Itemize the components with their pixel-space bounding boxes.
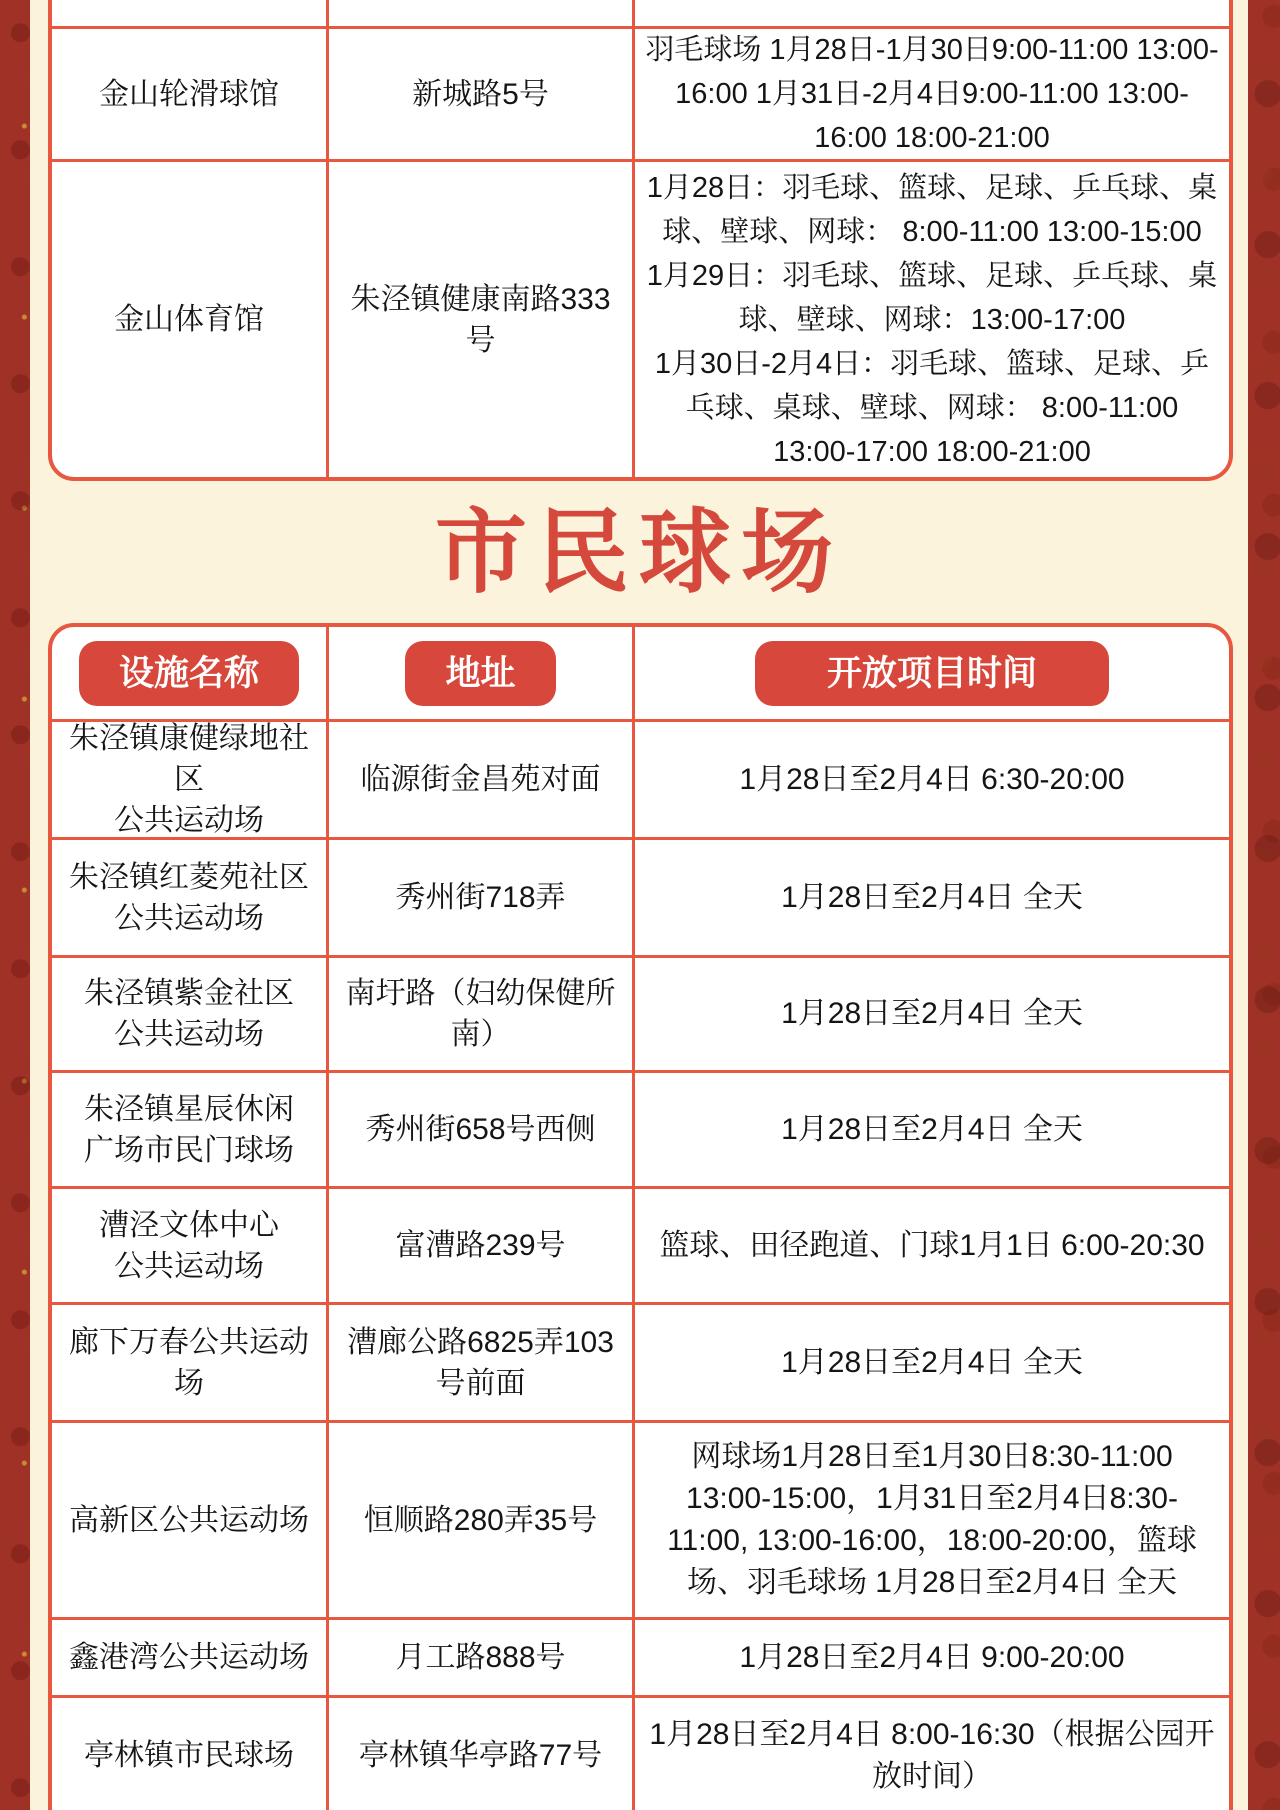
schedule-text: 1月28日至2月4日 全天 (781, 880, 1083, 914)
facility-name-text: 亭林镇市民球场 (84, 1739, 294, 1772)
citizen-courts-table (48, 623, 1233, 1810)
cell-schedule (632, 1189, 1229, 1302)
facility-name-text: 金山体育馆 (114, 303, 264, 336)
cell-facility-name (52, 1698, 326, 1810)
cell-facility-name (52, 840, 326, 955)
facility-name-text: 廊下万春公共运动场 (69, 1325, 309, 1400)
schedule-text: 1月28日至2月4日 全天 (781, 1112, 1083, 1146)
cell-address (326, 1698, 632, 1810)
cell-schedule (632, 958, 1229, 1070)
cell-address (326, 0, 632, 26)
facility-name-text: 朱泾镇红菱苑社区 公共运动场 (69, 860, 309, 935)
table-row (52, 1420, 1229, 1617)
address-text: 富漕路239号 (395, 1229, 566, 1262)
cell-address (326, 162, 632, 477)
schedule-text: 1月28日至2月4日 8:00-16:30（根据公园开放时间） (649, 1717, 1215, 1793)
facility-header-badge: 设施名称 (79, 641, 299, 706)
table-row (52, 955, 1229, 1070)
cell-address (326, 840, 632, 955)
cell-facility-name (52, 1305, 326, 1420)
table-row (52, 1302, 1229, 1420)
schedule-text: 网球场1月28日至1月30日8:30-11:00 13:00-15:00，1月31日至2月4日8:30-11:00, 13:00-16:00，18:00-20:00，篮球场、羽毛球场 1月28日至2月4日 全天 (667, 1440, 1197, 1599)
address-text: 临源街金昌苑对面 (360, 763, 601, 796)
cell-facility-name (52, 1189, 326, 1302)
address-text: 新城路5号 (412, 77, 549, 111)
schedule-text: 1月28日至2月4日 9:00-20:00 (739, 1640, 1125, 1674)
address-text: 亭林镇华亭路77号 (358, 1739, 603, 1772)
cell-facility-name (52, 162, 326, 477)
schedule-text: 1月28日：羽毛球、篮球、足球、乒乓球、桌球、壁球、网球： 8:00-11:00 13:00-15:00 1月29日：羽毛球、篮球、足球、乒乓球、桌球、壁球、网球：13:00-17:00 1月30日-2月4日：羽毛球、篮球、足球、乒乓球、桌球、壁球、网球： 8:00-11:00 13:00-17:00 18:00-21:00 (646, 171, 1218, 468)
table-row (52, 1695, 1229, 1810)
cell-schedule (632, 1423, 1229, 1617)
facility-name-text: 鑫港湾公共运动场 (69, 1641, 309, 1674)
cell-address (326, 722, 632, 837)
cell-schedule (632, 162, 1229, 477)
cell-facility-name (52, 0, 326, 26)
cell-facility-name (52, 29, 326, 159)
cell-schedule (632, 1073, 1229, 1186)
table-row (52, 159, 1229, 477)
content-panel (30, 0, 1248, 1810)
schedule-header-badge: 开放项目时间 (755, 641, 1109, 706)
table-row (52, 1617, 1229, 1695)
facility-name-text: 漕泾文体中心 公共运动场 (99, 1208, 279, 1283)
table-row (52, 26, 1229, 159)
cell-address (326, 1305, 632, 1420)
table-row (52, 1186, 1229, 1302)
cell-facility-name (52, 1620, 326, 1695)
cell-schedule (632, 1620, 1229, 1695)
facility-name-text: 朱泾镇紫金社区 公共运动场 (84, 977, 294, 1051)
schedule-text: 1月28日至2月4日 6:30-20:00 (739, 762, 1125, 796)
cell-facility-name (52, 958, 326, 1070)
facility-name-text: 高新区公共运动场 (69, 1503, 309, 1537)
section-title: 市民球场 (434, 502, 843, 604)
cell-address (326, 1620, 632, 1695)
cell-facility-name (52, 722, 326, 837)
facility-name-text: 朱泾镇星辰休闲 广场市民门球场 (84, 1092, 294, 1167)
column-header-schedule (632, 627, 1229, 719)
address-text: 恒顺路280弄35号 (363, 1503, 598, 1537)
cell-schedule (632, 29, 1229, 159)
address-text: 秀州街658号西侧 (365, 1113, 596, 1146)
schedule-text: 1月28日至2月4日 全天 (781, 997, 1083, 1030)
table-row (52, 719, 1229, 837)
facility-name-text: 朱泾镇康健绿地社区 公共运动场 (69, 722, 309, 837)
cell-facility-name (52, 1423, 326, 1617)
table-row (52, 837, 1229, 955)
column-header-facility (52, 627, 326, 719)
address-text: 漕廊公路6825弄103 号前面 (347, 1325, 614, 1400)
address-text: 秀州街718弄 (395, 881, 566, 914)
cell-schedule (632, 1698, 1229, 1810)
table-row (52, 1070, 1229, 1186)
address-text: 南圩路（妇幼保健所 南） (345, 977, 616, 1051)
cell-address (326, 1073, 632, 1186)
schedule-text: 篮球、田径跑道、门球1月1日 6:00-20:30 (659, 1228, 1205, 1262)
table-row-partial (52, 0, 1229, 26)
cell-address (326, 1423, 632, 1617)
facility-name-text: 金山轮滑球馆 (99, 77, 279, 111)
schedule-text: 1月28日至2月4日 全天 (781, 1345, 1083, 1379)
address-text: 月工路888号 (395, 1641, 566, 1674)
address-header-badge: 地址 (405, 641, 555, 706)
cell-address (326, 958, 632, 1070)
venue-table-top (48, 0, 1233, 481)
cell-facility-name (52, 1073, 326, 1186)
address-text: 朱泾镇健康南路333号 (350, 282, 611, 357)
cell-schedule (632, 722, 1229, 837)
cell-schedule (632, 840, 1229, 955)
schedule-text: 羽毛球场 1月28日-1月30日9:00-11:00 13:00-16:00 1月31日-2月4日9:00-11:00 13:00-16:00 18:00-21:00 (645, 34, 1219, 154)
cell-schedule (632, 1305, 1229, 1420)
column-header-address (326, 627, 632, 719)
cell-schedule (632, 0, 1229, 26)
cell-address (326, 1189, 632, 1302)
table-header-row (52, 627, 1229, 719)
cell-address (326, 29, 632, 159)
